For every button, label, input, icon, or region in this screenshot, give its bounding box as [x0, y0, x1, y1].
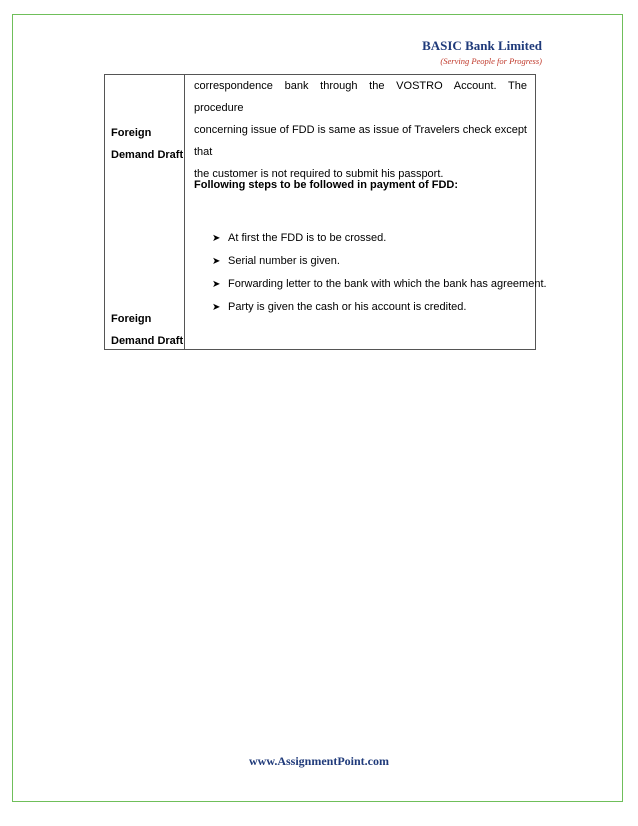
list-item [212, 296, 547, 319]
footer-link[interactable]: www.AssignmentPoint.com [249, 754, 389, 768]
arrow-bullet-icon: ➤ [212, 302, 221, 313]
left-label-line: Foreign [111, 127, 152, 139]
arrow-bullet-icon: ➤ [212, 279, 221, 290]
paragraph-line: the customer is not required to submit his passport. [194, 168, 444, 180]
list-item [212, 227, 547, 250]
steps-heading: Following steps to be followed in payment of FDD: [194, 179, 458, 191]
arrow-bullet-icon: ➤ [212, 233, 221, 244]
step-text: Party is given the cash or his account is credited. [228, 301, 467, 313]
step-text: Forwarding letter to the bank with which the bank has agreement. [228, 278, 547, 290]
list-item [212, 273, 547, 296]
column-divider [184, 75, 185, 349]
left-label-line: Demand Draft [111, 149, 184, 161]
step-text: At first the FDD is to be crossed. [228, 232, 387, 244]
content-table [104, 74, 547, 350]
arrow-bullet-icon: ➤ [212, 256, 221, 267]
step-text: Serial number is given. [228, 255, 340, 267]
left-label-line: Demand Draft [111, 335, 184, 347]
left-label-line: Foreign [111, 313, 152, 325]
paragraph-line: concerning issue of FDD is same as issue of Travelers check except that [194, 124, 527, 158]
header-title: BASIC Bank Limited [422, 38, 542, 53]
list-item [212, 250, 547, 273]
paragraph-line: correspondence bank through the VOSTRO Account. The procedure [194, 80, 527, 114]
description-paragraph [194, 75, 527, 185]
left-label-top [111, 122, 183, 166]
steps-list [212, 227, 547, 319]
left-label-bottom [111, 308, 183, 352]
header-subtitle: (Serving People for Progress) [440, 56, 542, 66]
